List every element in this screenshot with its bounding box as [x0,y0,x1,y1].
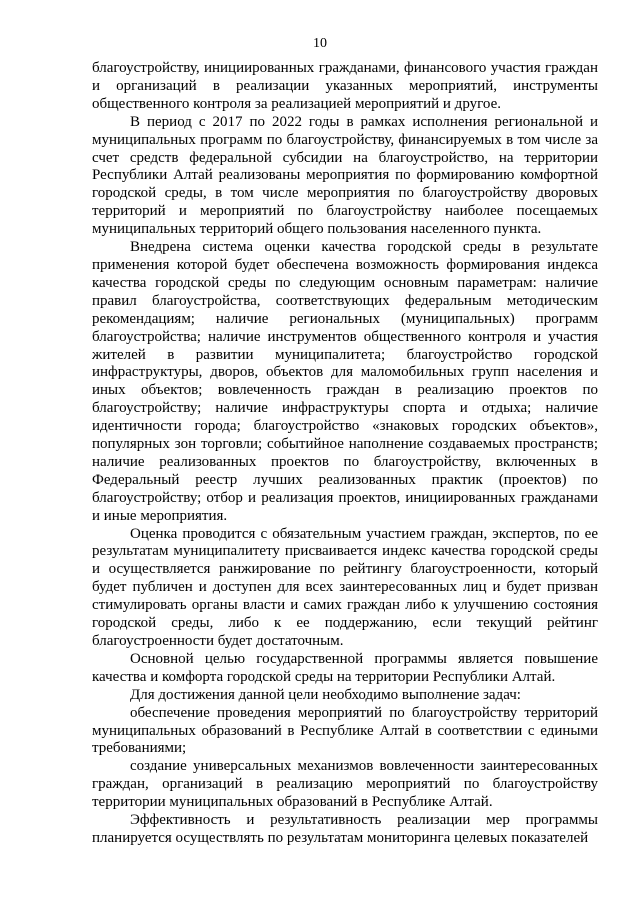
page-number: 10 [313,36,327,51]
paragraph-continuation: благоустройству, инициированных гражданами, финансового участия граждан и организаций в реализации указанных мероприятий, инструменты общественного контроля за реализацией мероприятий и другое. [92,60,598,112]
paragraph-task-2: создание универсальных механизмов вовлеченности заинтересованных граждан, организаций в реализацию мероприятий по благоустройству территории муниципальных образований в Республике Алтай. [92,758,598,811]
document-body [92,60,598,848]
paragraph-period-2017-2022: В период с 2017 по 2022 годы в рамках исполнения региональной и муниципальных программ по благоустройству, финансируемых в том числе за счет средств федеральной субсидии на благоустройство, на территории Республики Алтай реализованы мероприятия по формированию комфортной городской среды, в том числе мероприятия по благоустройству дворовых территорий и мероприятий по благоустройству наиболее посещаемых муниципальных территорий общего пользования населенного пункта. [92,113,598,238]
paragraph-assessment-procedure: Оценка проводится с обязательным участием граждан, экспертов, по ее результатам муниципалитету присваивается индекс качества городской среды и осуществляется ранжирование по рейтингу благоустроенности, который будет публичен и доступен для всех заинтересованных лиц и будет призван стимулировать органы власти и самих граждан либо к улучшению состояния городской среды, либо к ее поддержанию, если текущий рейтинг благоустроенности будет достаточным. [92,525,598,649]
paragraph-quality-assessment-system: Внедрена система оценки качества городской среды в результате применения которой будет обеспечена возможность формирования индекса качества городской среды по следующим основным параметрам: наличие правил благоустройства, соответствующих федеральным методическим рекомендациям; наличие региональных (муниципальных) программ благоустройства; наличие инструментов общественного контроля и участия жителей в развитии муниципалитета; благоустройство городской инфраструктуры, дворов, объектов для маломобильных групп населения и иных объектов; вовлеченность граждан в реализацию проектов по благоустройству; наличие инфраструктуры спорта и отдыха; наличие идентичности города; благоустройство «знаковых городских объектов», популярных зон торговли; событийное наполнение создаваемых пространств; наличие реализованных проектов по благоустройству, включенных в Федеральный реестр лучших реализованных практик (проектов) по благоустройству; отбор и реализация проектов, инициированных гражданами и иные мероприятия. [92,239,598,524]
paragraph-effectiveness: Эффективность и результативность реализации мер программы планируется осуществлять по результатам мониторинга целевых показателей [92,812,598,846]
paragraph-task-1: обеспечение проведения мероприятий по благоустройству территорий муниципальных образований в Республике Алтай в соответствии с едиными требованиями; [92,704,598,757]
paragraph-tasks-intro: Для достижения данной цели необходимо выполнение задач: [130,686,521,703]
paragraph-main-goal: Основной целью государственной программы является повышение качества и комфорта городской среды на территории Республики Алтай. [92,650,598,685]
